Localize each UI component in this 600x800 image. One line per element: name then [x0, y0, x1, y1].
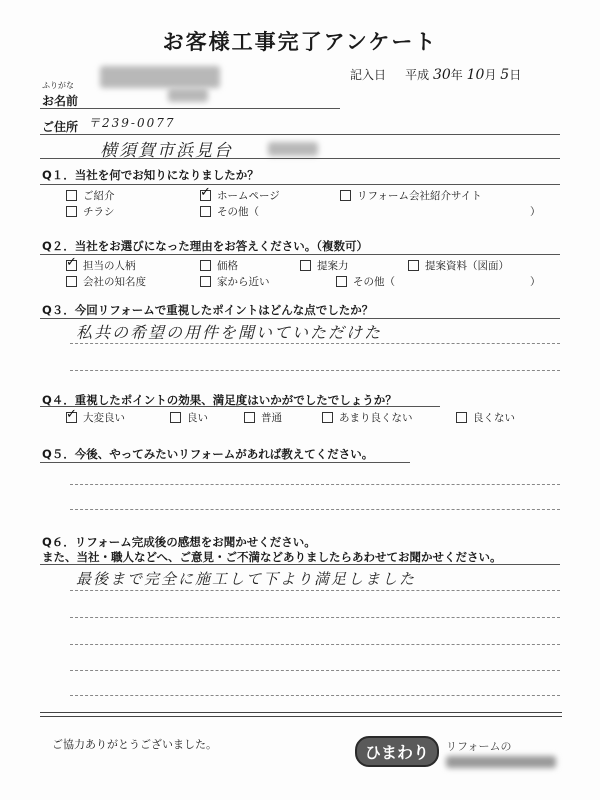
- q1-other-close-paren: ）: [530, 206, 541, 218]
- q6-question: Q６．リフォーム完成後の感想をお聞かせください。: [42, 535, 316, 549]
- checkbox[interactable]: [456, 412, 467, 423]
- entry-date-year: 30: [432, 67, 451, 83]
- checkbox[interactable]: [66, 190, 77, 201]
- q4-question: Q４．重視したポイントの効果、満足度はいかがでしたでしょうか？: [42, 393, 397, 407]
- checkbox[interactable]: [322, 412, 333, 423]
- q3-answer-line-1: [70, 343, 560, 344]
- address-underline-2: [40, 158, 560, 159]
- checkbox[interactable]: [66, 276, 77, 287]
- q5-underline: [40, 462, 410, 463]
- q6-answer-line-2: [70, 617, 560, 618]
- q6-answer-line-1: [70, 590, 560, 591]
- company-logo-mark: ひまわり: [355, 736, 439, 767]
- checkbox[interactable]: [200, 276, 211, 287]
- q1-question: Q１．当社を何でお知りになりましたか？: [42, 168, 259, 182]
- furigana-label: ふりがな: [42, 81, 74, 90]
- checkbox[interactable]: [300, 260, 311, 271]
- q5-question: Q５．今後、やってみたいリフォームがあれば教えてください。: [42, 447, 374, 461]
- q6-answer-line-4: [70, 670, 560, 671]
- q6-underline: [40, 564, 560, 565]
- name-underline: [40, 108, 340, 109]
- address-underline-1: [40, 134, 560, 135]
- checkbox[interactable]: [336, 276, 347, 287]
- company-logo-text: リフォームの: [446, 740, 512, 753]
- entry-date-year-unit: 年: [450, 68, 463, 82]
- entry-date-day-unit: 日: [509, 68, 522, 82]
- q6-answer-line-3: [70, 644, 560, 645]
- entry-date: [350, 66, 521, 83]
- q2-underline: [40, 254, 560, 255]
- q2-option-proposal-power[interactable]: 提案力: [300, 258, 349, 273]
- q1-option-other[interactable]: その他（: [200, 204, 259, 219]
- page-title: お客様工事完了アンケート: [162, 30, 438, 54]
- checkbox[interactable]: [66, 206, 77, 217]
- q3-underline: [40, 318, 560, 319]
- entry-date-label: 記入日: [350, 68, 387, 82]
- checkbox[interactable]: [408, 260, 419, 271]
- company-name-redaction: [446, 756, 556, 768]
- postal-code-handwritten: 〒239-0077: [88, 116, 176, 130]
- q1-option-referral[interactable]: ご紹介: [66, 188, 115, 203]
- q2-option-recognition[interactable]: 会社の知名度: [66, 274, 146, 289]
- q4-option-good[interactable]: 良い: [170, 410, 208, 425]
- q2-option-near-home[interactable]: 家から近い: [200, 274, 270, 289]
- q4-underline: [40, 406, 440, 407]
- checkbox[interactable]: [244, 412, 255, 423]
- entry-date-month-unit: 月: [484, 68, 497, 82]
- checkbox-checked[interactable]: [200, 190, 211, 201]
- q3-answer-handwritten: 私共の希望の用件を聞いていただけた: [76, 323, 383, 342]
- checkbox-checked[interactable]: [66, 260, 77, 271]
- q6-question-line2: また、当社・職人などへ、ご意見・ご不満などありましたらあわせてお聞かせください。: [42, 550, 502, 564]
- q2-option-other[interactable]: その他（: [336, 274, 395, 289]
- bottom-divider: [40, 712, 562, 717]
- thanks-message: ご協力ありがとうございました。: [52, 738, 217, 751]
- checkbox[interactable]: [200, 260, 211, 271]
- q1-option-reform-site[interactable]: リフォーム会社紹介サイト: [340, 188, 482, 203]
- checkbox[interactable]: [200, 206, 211, 217]
- address-handwritten: 横須賀市浜見台: [100, 141, 233, 161]
- q2-option-personality[interactable]: ✓ 担当の人柄: [66, 258, 136, 273]
- q2-option-price[interactable]: 価格: [200, 258, 238, 273]
- q6-answer-line-5: [70, 695, 560, 696]
- q5-answer-line-1: [70, 484, 560, 485]
- q3-question: Q３．今回リフォームで重視したポイントはどんな点でしたか？: [42, 303, 374, 317]
- entry-date-month: 10: [466, 67, 485, 83]
- name-label: お名前: [42, 94, 79, 108]
- q1-option-homepage[interactable]: ✓ ホームページ: [200, 188, 280, 203]
- q4-option-bad[interactable]: 良くない: [456, 410, 515, 425]
- checkbox[interactable]: [170, 412, 181, 423]
- q2-option-proposal-docs[interactable]: 提案資料（図面）: [408, 258, 509, 273]
- q4-option-average[interactable]: 普通: [244, 410, 282, 425]
- q1-option-flyer[interactable]: チラシ: [66, 204, 115, 219]
- q6-answer-handwritten: 最後まで完全に施工して下より満足しました: [76, 570, 417, 588]
- q1-underline: [40, 184, 560, 185]
- address-label: ご住所: [42, 120, 79, 134]
- checkbox-checked[interactable]: [66, 412, 77, 423]
- address-redaction: [268, 142, 318, 156]
- name-redaction: [100, 66, 220, 88]
- q4-option-very-good[interactable]: ✓ 大変良い: [66, 410, 125, 425]
- name-redaction-2: [168, 88, 208, 102]
- q2-other-close-paren: ）: [530, 276, 541, 288]
- entry-date-day: 5: [500, 67, 510, 83]
- entry-date-era: 平成: [405, 68, 430, 82]
- q5-answer-line-2: [70, 509, 560, 510]
- q4-option-not-so-good[interactable]: あまり良くない: [322, 410, 413, 425]
- checkbox[interactable]: [340, 190, 351, 201]
- q2-question: Q２．当社をお選びになった理由をお答えください。（複数可）: [42, 239, 369, 253]
- q3-answer-line-2: [70, 370, 560, 371]
